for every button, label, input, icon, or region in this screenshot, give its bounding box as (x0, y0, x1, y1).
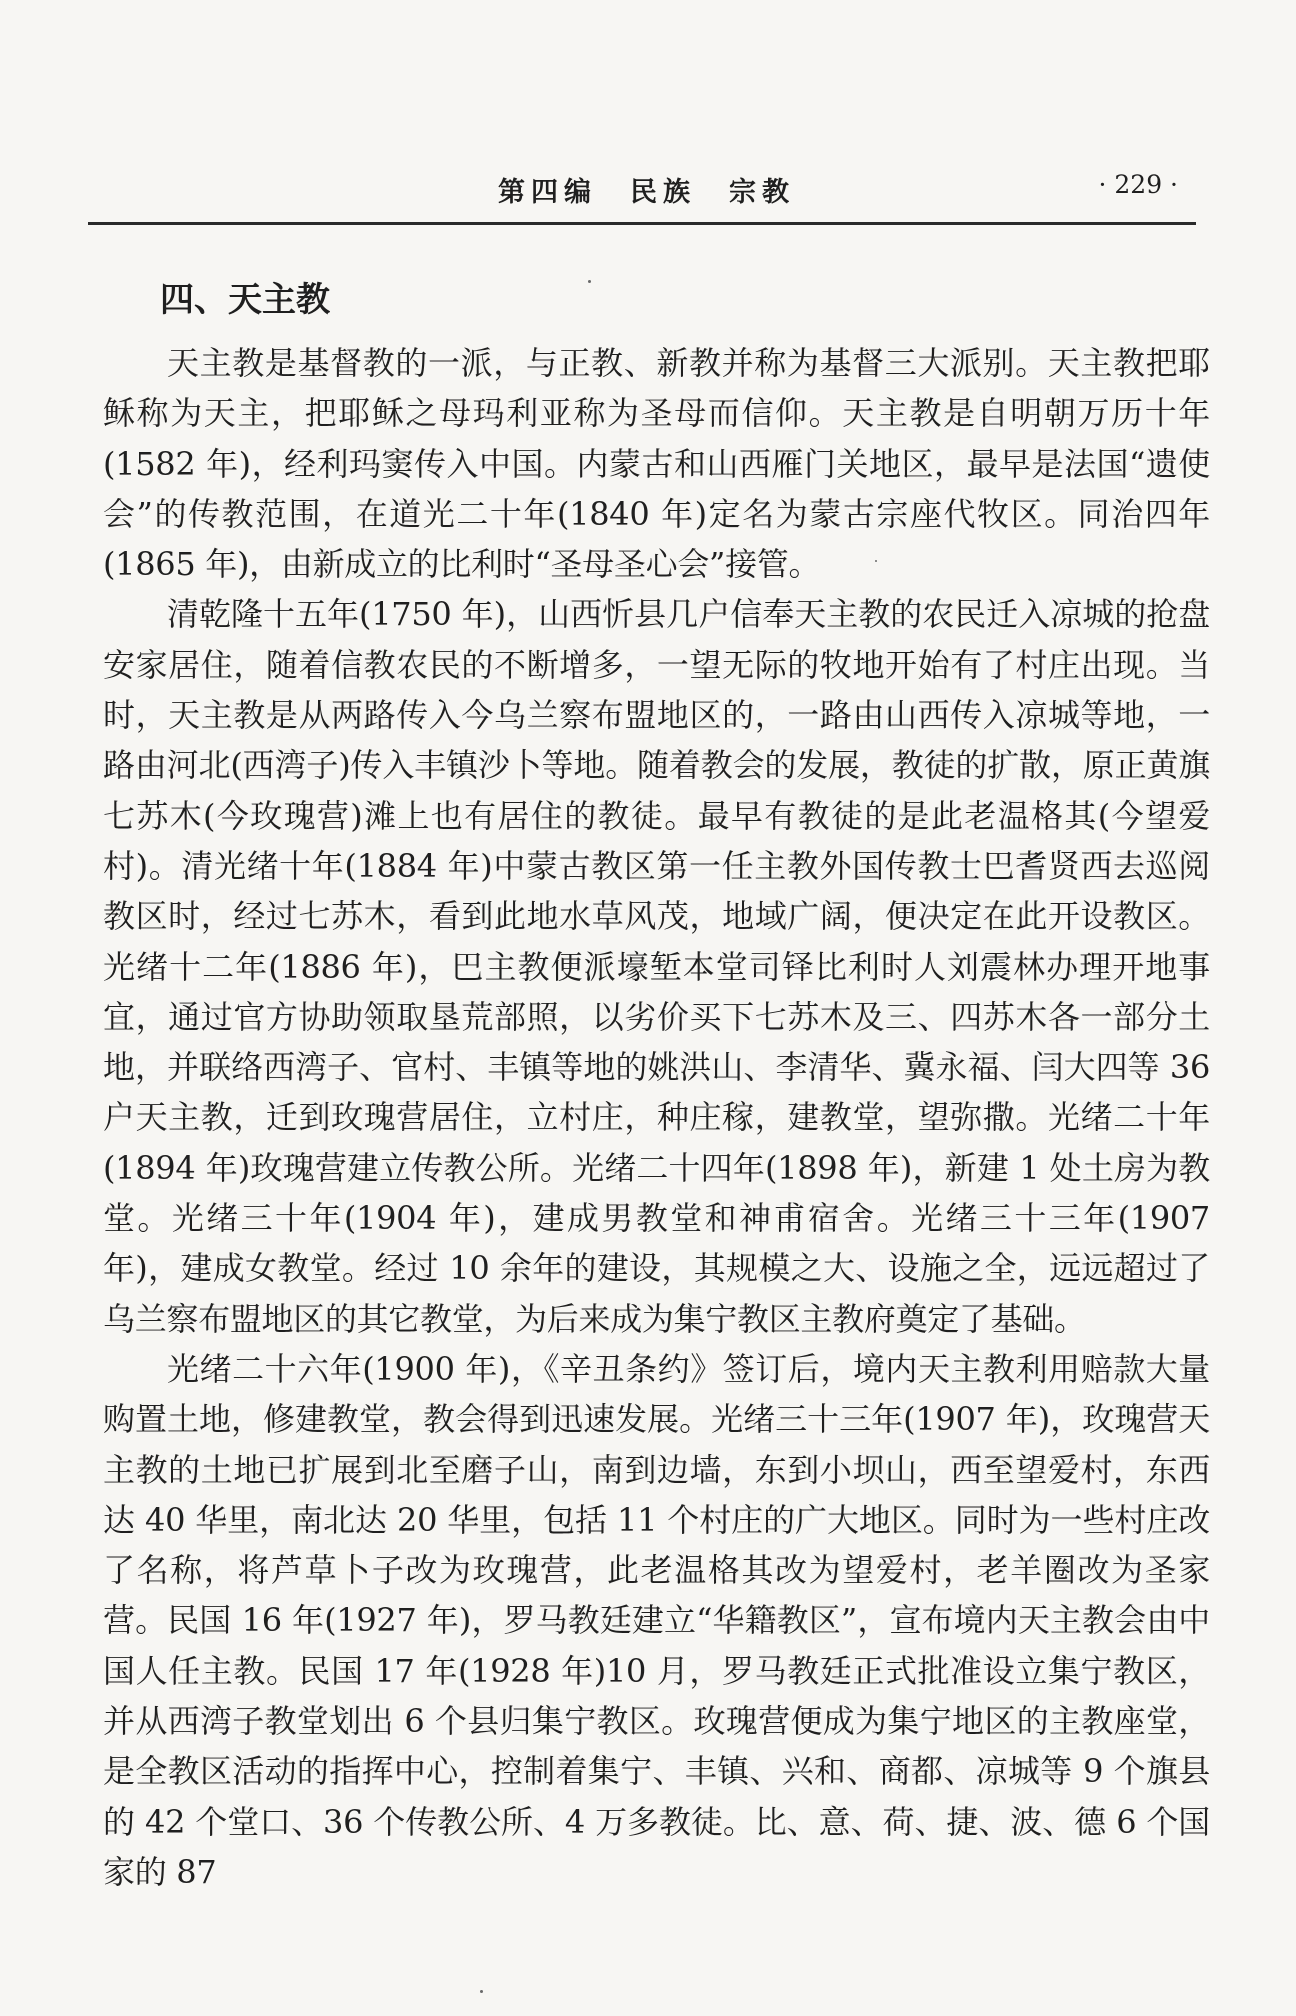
paragraph-3: 光绪二十六年(1900 年)，《辛丑条约》签订后，境内天主教利用赔款大量购置土地，修建教堂，教会得到迅速发展。光绪三十三年(1907 年)，玫瑰营天主教的土地已扩展到北至磨子山，南到边墙，东到小坝山，西至望爱村，东西达 40 华里，南北达 20 华里，包括 11 个村庄的广大地区。同时为一些村庄改了名称，将芦草卜子改为玫瑰营，此老温格其改为望爱村，老羊圈改为圣家营。民国 16 年(1927 年)，罗马教廷建立“华籍教区”，宣布境内天主教会由中国人任主教。民国 17 年(1928 年)10 月，罗马教廷正式批准设立集宁教区，并从西湾子教堂划出 6 个县归集宁教区。玫瑰营便成为集宁地区的主教座堂，是全教区活动的指挥中心，控制着集宁、丰镇、兴和、商都、凉城等 9 个旗县的 42 个堂口、36 个传教公所、4 万多教徒。比、意、荷、捷、波、德 6 个国家的 87 (103, 1349, 1210, 1891)
scan-speck (588, 280, 591, 283)
scan-speck (875, 560, 877, 562)
page-number: · 229 · (1098, 170, 1178, 199)
section-title: 四、天主教 (160, 280, 330, 320)
running-header (88, 160, 1196, 225)
body-text (103, 338, 1210, 1897)
paragraph-1: 天主教是基督教的一派，与正教、新教并称为基督三大派别。天主教把耶稣称为天主，把耶稣之母玛利亚称为圣母而信仰。天主教是自明朝万历十年(1582 年)，经利玛窦传入中国。内蒙古和山西雁门关地区，最早是法国“遗使会”的传教范围，在道光二十年(1840 年)定名为蒙古宗座代牧区。同治四年(1865 年)，由新成立的比利时“圣母圣心会”接管。 (103, 344, 1210, 584)
header-title: 第四编 民族 宗教 (498, 177, 795, 208)
paragraph-2: 清乾隆十五年(1750 年)，山西忻县几户信奉天主教的农民迁入凉城的抢盘安家居住，随着信教农民的不断增多，一望无际的牧地开始有了村庄出现。当时，天主教是从两路传入今乌兰察布盟地区的，一路由山西传入凉城等地，一路由河北(西湾子)传入丰镇沙卜等地。随着教会的发展，教徒的扩散，原正黄旗七苏木(今玫瑰营)滩上也有居住的教徒。最早有教徒的是此老温格其(今望爱村)。清光绪十年(1884 年)中蒙古教区第一任主教外国传教士巴耆贤西去巡阅教区时，经过七苏木，看到此地水草风茂，地域广阔，便决定在此开设教区。光绪十二年(1886 年)，巴主教便派壕堑本堂司铎比利时人刘震林办理开地事宜，通过官方协助领取垦荒部照，以劣价买下七苏木及三、四苏木各一部分土地，并联络西湾子、官村、丰镇等地的姚洪山、李清华、冀永福、闫大四等 36 户天主教，迁到玫瑰营居住，立村庄，种庄稼，建教堂，望弥撒。光绪二十年(1894 年)玫瑰营建立传教公所。光绪二十四年(1898 年)，新建 1 处土房为教堂。光绪三十年(1904 年)，建成男教堂和神甫宿舍。光绪三十三年(1907 年)，建成女教堂。经过 10 余年的建设，其规模之大、设施之全，远远超过了乌兰察布盟地区的其它教堂，为后来成为集宁教区主教府奠定了基础。 (103, 595, 1210, 1338)
scan-speck (480, 1990, 483, 1993)
